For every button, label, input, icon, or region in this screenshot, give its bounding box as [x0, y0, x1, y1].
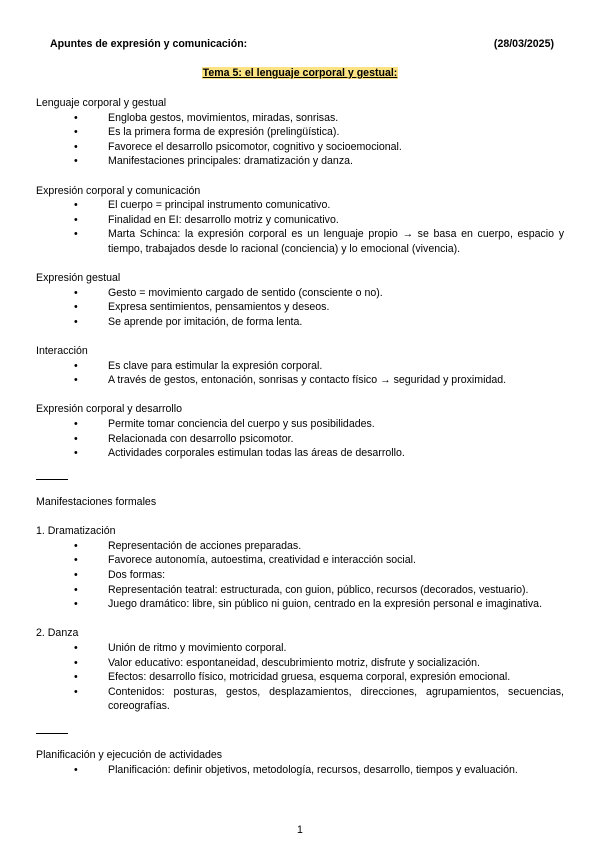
section-title: Expresión gestual	[36, 272, 121, 285]
list-item: • Manifestaciones principales: dramatización y danza.	[36, 154, 564, 169]
section-title: Expresión corporal y comunicación	[36, 184, 201, 197]
bullet-list	[36, 417, 564, 461]
list-item: • Representación de acciones preparadas.	[36, 539, 564, 554]
list-item-text: • Contenidos: posturas, gestos, desplazamientos, direcciones, agrupamientos, secuencias, coreografías.	[108, 685, 564, 713]
list-item: • Relacionada con desarrollo psicomotor.	[36, 432, 564, 447]
list-item: • Planificación: definir objetivos, metodología, recursos, desarrollo, tiempos y evaluación.	[36, 763, 564, 778]
bullet-list	[36, 641, 564, 714]
list-item: • Actividades corporales estimulan todas las áreas de desarrollo.	[36, 446, 564, 461]
list-item	[36, 685, 564, 714]
document-date: (28/03/2025)	[493, 38, 554, 50]
document-header	[50, 38, 554, 52]
list-item: • Permite tomar conciencia del cuerpo y sus posibilidades.	[36, 417, 564, 432]
list-item: • Favorece el desarrollo psicomotor, cognitivo y socioemocional.	[36, 140, 564, 155]
list-item: • Gesto = movimiento cargado de sentido (consciente o no).	[36, 286, 564, 301]
document-body	[36, 96, 564, 777]
section-title: Interacción	[36, 345, 88, 358]
topic-title-text: Tema 5: el lenguaje corporal y gestual:	[202, 67, 398, 79]
section-title: Manifestaciones formales	[36, 496, 157, 509]
document-title: Apuntes de expresión y comunicación:	[50, 38, 248, 50]
list-item	[36, 227, 564, 256]
list-item: • Se aprende por imitación, de forma lenta.	[36, 315, 564, 330]
list-item: • El cuerpo = principal instrumento comunicativo.	[36, 198, 564, 213]
list-item: • Finalidad en EI: desarrollo motriz y comunicativo.	[36, 213, 564, 228]
bullet-list	[36, 763, 564, 778]
subsection-title: 2. Danza	[36, 627, 79, 640]
section-title: Expresión corporal y desarrollo	[36, 403, 183, 416]
section-title: Planificación y ejecución de actividades	[36, 749, 223, 762]
bullet-list	[36, 359, 564, 388]
subsection-title: 1. Dramatización	[36, 525, 116, 538]
section-title: Lenguaje corporal y gestual	[36, 97, 167, 109]
topic-title	[0, 66, 600, 80]
list-item-text: • Marta Schinca: la expresión corporal es un lenguaje propio → se basa en cuerpo, espacio y tiempo, trabajados desde lo racional (conciencia) y lo emocional (vivencia).	[108, 228, 564, 255]
list-item: • Valor educativo: espontaneidad, descubrimiento motriz, disfrute y socialización.	[36, 656, 564, 671]
list-item: • Es la primera forma de expresión (prelingüística).	[36, 125, 564, 140]
list-item: • Representación teatral: estructurada, con guion, público, recursos (decorados, vestuario).	[36, 583, 564, 598]
list-item: • Efectos: desarrollo físico, motricidad gruesa, esquema corporal, expresión emocional.	[36, 670, 564, 685]
bullet-list	[36, 539, 564, 612]
page-number: 1	[297, 824, 303, 836]
bullet-list	[36, 198, 564, 256]
list-item: • Favorece autonomía, autoestima, creatividad e interacción social.	[36, 553, 564, 568]
list-item: • Es clave para estimular la expresión corporal.	[36, 359, 564, 374]
list-item: • Dos formas:	[36, 568, 564, 583]
list-item: • A través de gestos, entonación, sonrisas y contacto físico → seguridad y proximidad.	[36, 373, 564, 388]
list-item: • Unión de ritmo y movimiento corporal.	[36, 641, 564, 656]
bullet-list	[36, 111, 564, 169]
list-item: • Engloba gestos, movimientos, miradas, sonrisas.	[36, 111, 564, 126]
list-item: • Expresa sentimientos, pensamientos y deseos.	[36, 300, 564, 315]
bullet-list	[36, 286, 564, 330]
list-item: • Juego dramático: libre, sin público ni guion, centrado en la expresión personal e imaginativa.	[36, 597, 564, 612]
